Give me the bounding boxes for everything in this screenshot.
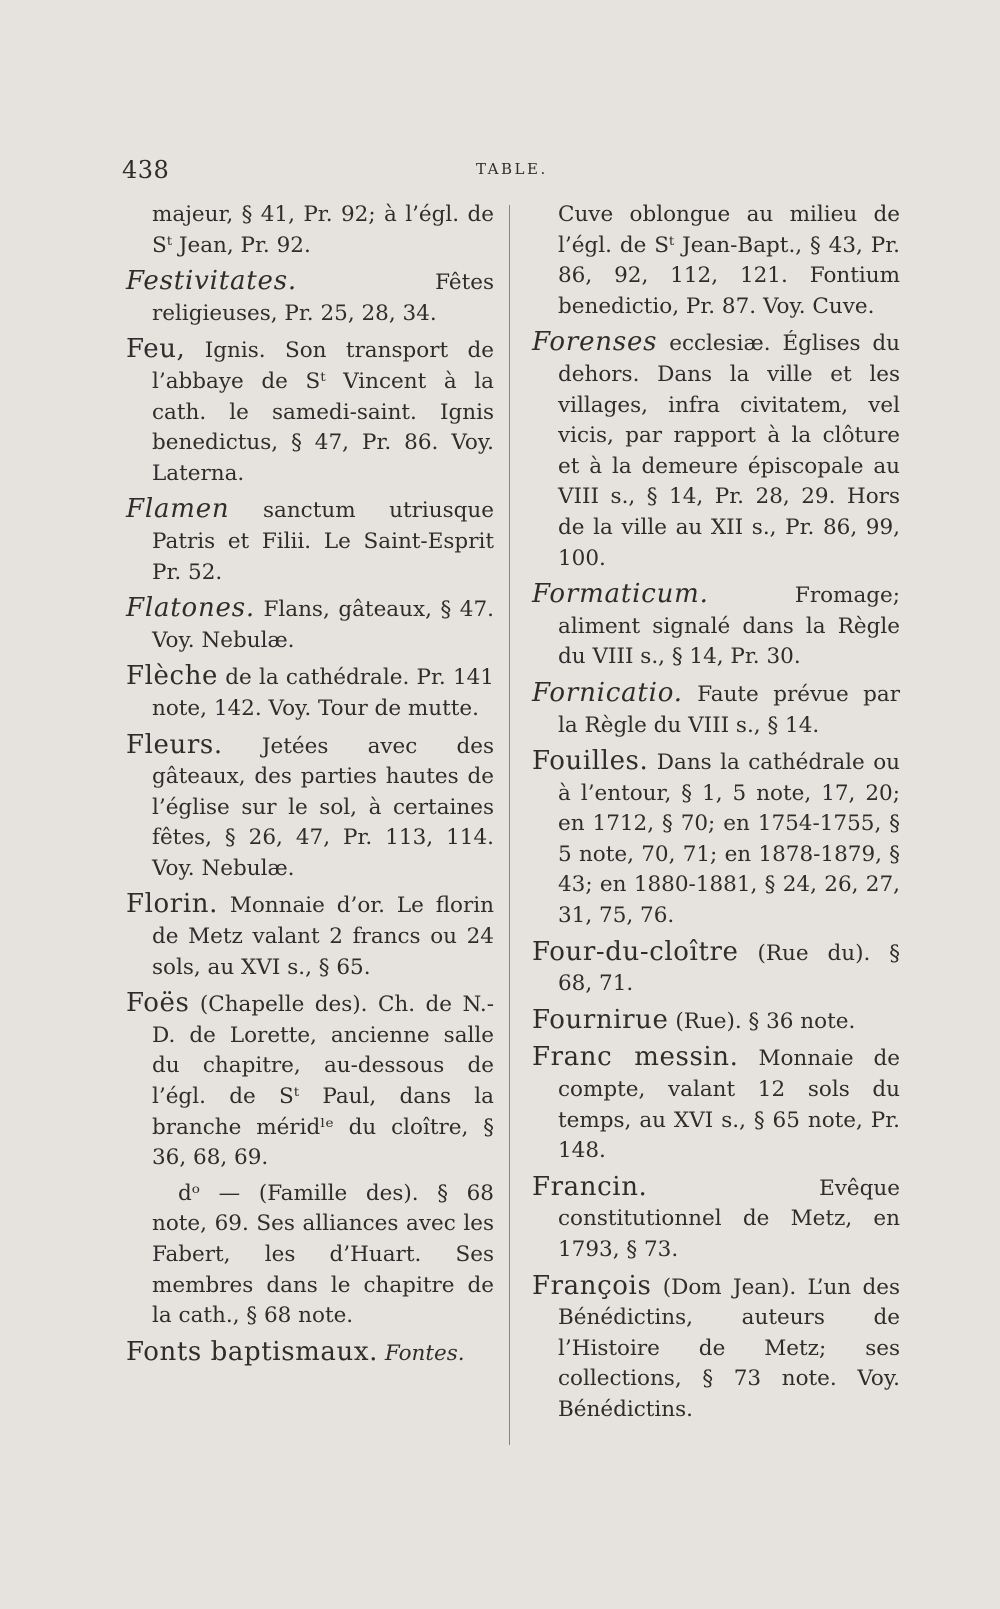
entry-headword: Four-du-cloître [532, 936, 739, 967]
index-entry [532, 937, 900, 1000]
entry-text: Cuve oblongue au milieu de l’égl. de Sᵗ Jean-Bapt., § 43, Pr. 86, 92, 112, 121. Fontium benedictio, Pr. 87. Voy. Cuve. [558, 202, 900, 319]
entry-text: Evêque constitutionnel de Metz, en 1793, § 73. [558, 1175, 900, 1262]
entry-text: Fontes. [384, 1340, 465, 1366]
entry-text: Fromage; aliment signalé dans la Règle du VIII s., § 14, Pr. 30. [558, 583, 900, 670]
index-entry [126, 1337, 494, 1370]
entry-headword: Fornicatio. [532, 677, 683, 708]
entry-text: (Rue). § 36 note. [675, 1008, 856, 1034]
index-entry [532, 327, 900, 574]
index-entry [126, 494, 494, 588]
entry-headword: Florin. [126, 889, 218, 920]
entry-text: sanctum utriusque Patris et Filii. Le Saint-Esprit Pr. 52. [152, 498, 494, 585]
entry-headword: Fonts baptismaux. [126, 1336, 378, 1367]
entry-text: Flans, gâteaux, § 47. Voy. Nebulæ. [152, 597, 494, 653]
entry-headword: Fournirue [532, 1004, 669, 1035]
column-divider [509, 205, 510, 1445]
entry-text: de la cathédrale. Pr. 141 note, 142. Voy. Tour de mutte. [152, 665, 494, 721]
running-head: TABLE. [476, 160, 548, 178]
entry-headword: Feu, [126, 334, 186, 365]
left-column [126, 200, 494, 1374]
entry-headword: Flamen [126, 494, 230, 525]
index-entry [126, 661, 494, 724]
index-entry [532, 1005, 900, 1038]
index-entry [532, 746, 900, 932]
entry-headword: Foës [126, 988, 190, 1019]
entry-headword: Formaticum. [532, 579, 709, 610]
index-entry [126, 266, 494, 329]
index-entry [126, 593, 494, 656]
entry-headword: François [532, 1270, 652, 1301]
entry-text: Monnaie d’or. Le florin de Metz valant 2 francs ou 24 sols, au XVI s., § 65. [152, 893, 494, 980]
entry-headword: Forenses [532, 327, 658, 358]
index-subentry [126, 1179, 494, 1332]
entry-text: (Rue du). § 68, 71. [558, 940, 900, 997]
entry-headword: Francin. [532, 1171, 648, 1202]
entry-text: (Chapelle des). Ch. de N.-D. de Lorette, ancienne salle du chapitre, au-dessous de l’égl. de Sᵗ Paul, dans la branche méridˡᵉ du cloître, § 36, 68, 69. [152, 992, 494, 1171]
entry-headword: Franc messin. [532, 1042, 739, 1073]
entry-text: majeur, § 41, Pr. 92; à l’égl. de Sᵗ Jean, Pr. 92. [152, 202, 494, 258]
index-entry [126, 988, 494, 1174]
index-entry [532, 1172, 900, 1266]
entry-headword: Flèche [126, 661, 219, 692]
entry-text: Jetées avec des gâteaux, des parties hautes de l’église sur le sol, à certaines fêtes, § 26, 47, Pr. 113, 114. Voy. Nebulæ. [152, 733, 494, 881]
index-entry [532, 579, 900, 673]
entry-text: ecclesiæ. Églises du dehors. Dans la ville et les villages, infra civitatem, vel vicis, par rapport à la clôture et à la demeure épiscopale au VIII s., § 14, Pr. 28, 29. Hors de la ville au XII s., Pr. 86, 99, 100. [558, 331, 900, 571]
entry-headword: Flatones. [126, 593, 255, 624]
index-entry [532, 200, 900, 322]
index-entry [532, 1271, 900, 1426]
entry-text: Fêtes religieuses, Pr. 25, 28, 34. [152, 270, 494, 326]
index-entry [126, 889, 494, 983]
entry-text: Monnaie de compte, valant 12 sols du temps, au XVI s., § 65 note, Pr. 148. [558, 1046, 900, 1164]
index-entry [532, 678, 900, 741]
entry-text: Faute prévue par la Règle du VIII s., § 14. [558, 681, 900, 738]
index-entry [126, 730, 494, 885]
entry-text: Dans la cathédrale ou à l’entour, § 1, 5 note, 17, 20; en 1712, § 70; en 1754-1755, § 5 note, 70, 71; en 1878-1879, § 43; en 1880-1881, § 24, 26, 27, 31, 75, 76. [558, 750, 900, 929]
index-entry [126, 334, 494, 489]
index-entry [532, 1042, 900, 1166]
entry-headword: Fleurs. [126, 729, 223, 760]
index-entry [126, 200, 494, 261]
entry-text: Ignis. Son transport de l’abbaye de Sᵗ Vincent à la cath. le samedi-saint. Ignis benedictus, § 47, Pr. 86. Voy. Laterna. [152, 338, 494, 486]
entry-text: dᵒ — (Famille des). § 68 note, 69. Ses alliances avec les Fabert, les d’Huart. Ses membres dans le chapitre de la cath., § 68 note. [152, 1180, 494, 1329]
entry-headword: Fouilles. [532, 746, 649, 777]
entry-headword: Festivitates. [126, 266, 297, 297]
entry-text: (Dom Jean). L’un des Bénédictins, auteurs de l’Histoire de Metz; ses collections, § 73 note. Voy. Bénédictins. [558, 1274, 900, 1422]
right-column [532, 200, 900, 1431]
page-number: 438 [122, 156, 170, 184]
